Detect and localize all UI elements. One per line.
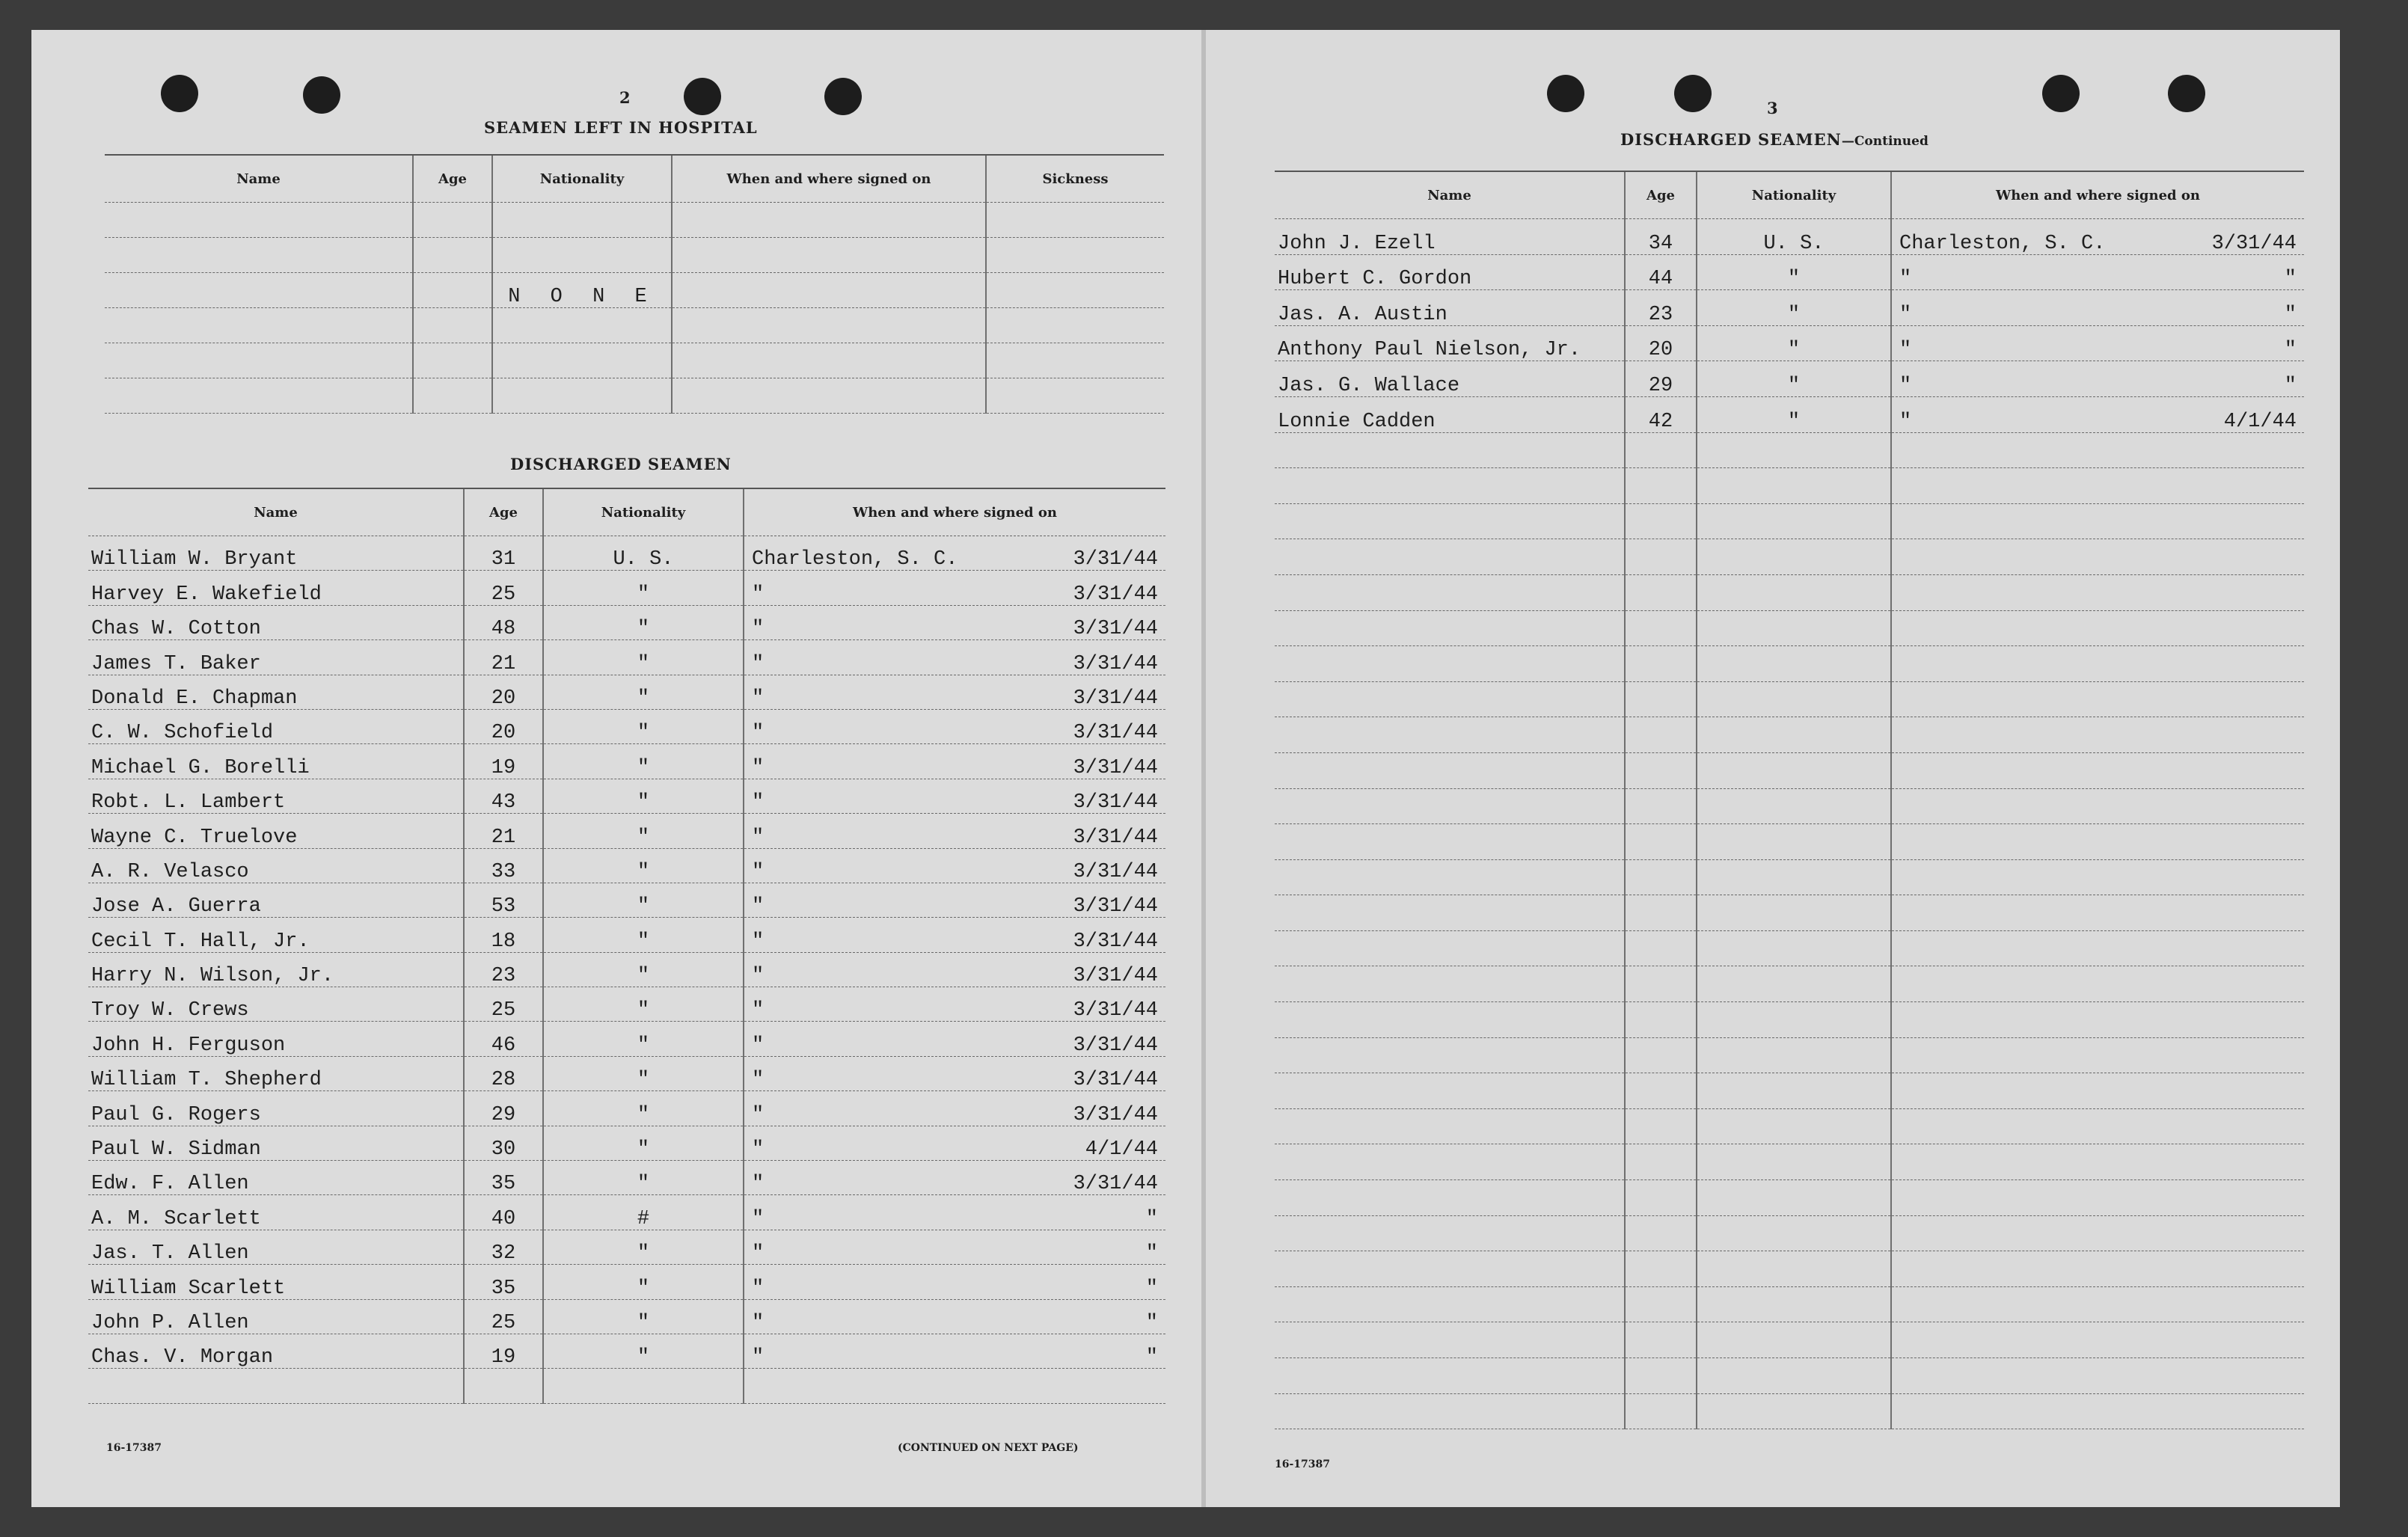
seaman-age: 30: [464, 1126, 543, 1160]
table-row: [88, 1056, 1165, 1090]
seaman-name: A. M. Scarlett: [88, 1195, 464, 1230]
table-row: [88, 605, 1165, 639]
seaman-nationality: ": [1697, 254, 1891, 290]
signed-on-date: 3/31/44: [1073, 791, 1158, 814]
signed-on-cell: [744, 1265, 1165, 1299]
signed-on-place: ": [752, 1173, 765, 1195]
signed-on-cell: [744, 1230, 1165, 1264]
punch-hole: [684, 78, 721, 115]
seaman-name: Jas. A. Austin: [1275, 290, 1625, 326]
discharged-header-row: [88, 488, 1165, 536]
seaman-name: Jas. T. Allen: [88, 1230, 464, 1264]
blank-row: [1275, 503, 2304, 539]
seaman-name: Edw. F. Allen: [88, 1161, 464, 1195]
signed-on-date: ": [1145, 1242, 1158, 1265]
table-row: [1275, 325, 2304, 361]
right-page: [1206, 30, 2340, 1507]
signed-on-date: 3/31/44: [1073, 583, 1158, 606]
seaman-name: Jas. G. Wallace: [1275, 361, 1625, 397]
continued-section-title: [1620, 130, 1928, 149]
blank-row: [1275, 752, 2304, 788]
table-row: [88, 952, 1165, 987]
column-header-age: Age: [464, 488, 543, 536]
signed-on-date: ": [2284, 268, 2297, 290]
blank-row: [88, 1369, 1165, 1403]
seaman-age: 44: [1625, 254, 1697, 290]
table-row: [1275, 219, 2304, 255]
seaman-name: Paul G. Rogers: [88, 1091, 464, 1126]
seaman-name: William W. Bryant: [88, 536, 464, 571]
seaman-name: C. W. Schofield: [88, 709, 464, 743]
signed-on-cell: [744, 918, 1165, 952]
signed-on-cell: [744, 675, 1165, 709]
signed-on-cell: [744, 1022, 1165, 1056]
signed-on-place: ": [752, 965, 765, 987]
signed-on-date: ": [1145, 1207, 1158, 1230]
seaman-nationality: ": [543, 952, 744, 987]
signed-on-date: 3/31/44: [1073, 1103, 1158, 1126]
table-row: [105, 308, 1164, 343]
seaman-nationality: ": [543, 1230, 744, 1264]
seaman-nationality: #: [543, 1195, 744, 1230]
signed-on-place: ": [752, 860, 765, 883]
signed-on-place: ": [1899, 339, 1912, 361]
seaman-nationality: ": [1697, 290, 1891, 326]
signed-on-place: ": [752, 1034, 765, 1057]
blank-row: [1275, 1286, 2304, 1322]
column-header-age: Age: [413, 155, 492, 203]
seaman-nationality: ": [543, 709, 744, 743]
signed-on-place: ": [752, 1207, 765, 1230]
signed-on-date: 3/31/44: [1073, 722, 1158, 744]
page-number: 3: [1767, 99, 1778, 117]
signed-on-date: 3/31/44: [1073, 687, 1158, 710]
continued-header-row: [1275, 171, 2304, 219]
signed-on-date: 3/31/44: [1073, 930, 1158, 953]
seaman-name: Harry N. Wilson, Jr.: [88, 952, 464, 987]
seaman-age: 46: [464, 1022, 543, 1056]
table-row: [88, 675, 1165, 709]
signed-on-cell: [1891, 219, 2304, 255]
signed-on-cell: [744, 1195, 1165, 1230]
discharged-seamen-table: [88, 488, 1165, 1404]
seaman-age: 21: [464, 814, 543, 848]
table-row: [88, 918, 1165, 952]
seaman-name: Paul W. Sidman: [88, 1126, 464, 1160]
punch-hole: [1674, 75, 1712, 112]
seaman-age: 53: [464, 883, 543, 917]
signed-on-place: ": [752, 652, 765, 675]
signed-on-date: 3/31/44: [1073, 756, 1158, 779]
seaman-name: Cecil T. Hall, Jr.: [88, 918, 464, 952]
seaman-age: 23: [1625, 290, 1697, 326]
seaman-nationality: ": [543, 744, 744, 779]
signed-on-cell: [1891, 325, 2304, 361]
seaman-nationality: ": [543, 918, 744, 952]
continued-seamen-rows: [1275, 219, 2304, 1429]
signed-on-cell: [744, 779, 1165, 813]
blank-row: [1275, 1358, 2304, 1394]
seaman-name: Hubert C. Gordon: [1275, 254, 1625, 290]
signed-on-place: ": [752, 895, 765, 918]
signed-on-cell: [744, 1299, 1165, 1334]
seaman-nationality: ": [543, 1056, 744, 1090]
table-row: [88, 1022, 1165, 1056]
signed-on-date: ": [1145, 1346, 1158, 1369]
table-row: [88, 1091, 1165, 1126]
seaman-age: 42: [1625, 396, 1697, 432]
signed-on-place: ": [752, 756, 765, 779]
signed-on-date: 3/31/44: [2211, 232, 2297, 255]
seaman-age: 25: [464, 1299, 543, 1334]
signed-on-cell: [744, 987, 1165, 1022]
blank-row: [1275, 1144, 2304, 1180]
seaman-nationality: ": [543, 1126, 744, 1160]
table-row: [88, 1265, 1165, 1299]
signed-on-cell: [744, 952, 1165, 987]
signed-on-cell: [744, 571, 1165, 605]
column-header-name: Name: [1275, 171, 1625, 219]
signed-on-place: ": [752, 1069, 765, 1091]
signed-on-date: 3/31/44: [1073, 965, 1158, 987]
form-number: 16-17387: [1275, 1458, 1330, 1470]
signed-on-date: ": [1145, 1311, 1158, 1334]
table-row: [1275, 396, 2304, 432]
signed-on-place: ": [752, 618, 765, 640]
blank-row: [1275, 681, 2304, 717]
table-row: [88, 848, 1165, 883]
signed-on-date: 3/31/44: [1073, 652, 1158, 675]
signed-on-cell: [744, 744, 1165, 779]
signed-on-date: 3/31/44: [1073, 1034, 1158, 1057]
seaman-name: Michael G. Borelli: [88, 744, 464, 779]
signed-on-cell: [744, 1091, 1165, 1126]
table-row: [105, 273, 1164, 308]
blank-row: [1275, 895, 2304, 931]
signed-on-cell: [744, 536, 1165, 571]
signed-on-cell: [1891, 254, 2304, 290]
table-row: [105, 378, 1164, 414]
table-row: [88, 709, 1165, 743]
signed-on-place: ": [752, 1242, 765, 1265]
signed-on-date: ": [2284, 339, 2297, 361]
continued-note: (CONTINUED ON NEXT PAGE): [898, 1442, 1079, 1454]
continued-title-main: DISCHARGED SEAMEN: [1620, 130, 1842, 149]
seaman-age: 20: [1625, 325, 1697, 361]
signed-on-place: ": [752, 1346, 765, 1369]
seaman-nationality: ": [1697, 361, 1891, 397]
seaman-age: 35: [464, 1161, 543, 1195]
seaman-nationality: ": [543, 779, 744, 813]
seaman-name: William Scarlett: [88, 1265, 464, 1299]
table-row: [88, 1299, 1165, 1334]
seaman-name: William T. Shepherd: [88, 1056, 464, 1090]
punch-hole: [161, 75, 198, 112]
seaman-age: 35: [464, 1265, 543, 1299]
table-row: [1275, 361, 2304, 397]
signed-on-date: ": [2284, 303, 2297, 326]
seaman-nationality: ": [1697, 396, 1891, 432]
signed-on-cell: [1891, 290, 2304, 326]
table-row: [88, 814, 1165, 848]
seaman-nationality: ": [543, 1334, 744, 1368]
seaman-age: 25: [464, 987, 543, 1022]
hospital-section-title: SEAMEN LEFT IN HOSPITAL: [484, 118, 758, 137]
signed-on-cell: [1891, 396, 2304, 432]
blank-row: [1275, 539, 2304, 575]
hospital-table: [105, 154, 1164, 414]
table-row: [105, 238, 1164, 273]
seaman-name: Jose A. Guerra: [88, 883, 464, 917]
signed-on-cell: [744, 1161, 1165, 1195]
seaman-nationality: ": [543, 848, 744, 883]
blank-row: [1275, 1393, 2304, 1429]
punch-hole: [2042, 75, 2080, 112]
signed-on-cell: [744, 605, 1165, 639]
signed-on-date: 3/31/44: [1073, 1069, 1158, 1091]
table-row: [88, 1195, 1165, 1230]
signed-on-place: ": [752, 1311, 765, 1334]
seaman-age: 21: [464, 640, 543, 675]
blank-row: [1275, 824, 2304, 860]
table-row: [88, 1230, 1165, 1264]
signed-on-date: 3/31/44: [1073, 548, 1158, 571]
seaman-nationality: ": [543, 571, 744, 605]
table-row: [105, 203, 1164, 238]
signed-on-place: ": [1899, 374, 1912, 397]
left-page: [31, 30, 1203, 1507]
signed-on-place: ": [752, 583, 765, 606]
seaman-age: 20: [464, 675, 543, 709]
signed-on-date: 4/1/44: [1085, 1138, 1158, 1161]
table-row: [1275, 290, 2304, 326]
seaman-name: Harvey E. Wakefield: [88, 571, 464, 605]
table-row: [88, 744, 1165, 779]
signed-on-place: ": [1899, 268, 1912, 290]
seaman-name: Wayne C. Truelove: [88, 814, 464, 848]
blank-row: [1275, 574, 2304, 610]
signed-on-place: ": [752, 999, 765, 1022]
signed-on-cell: [1891, 361, 2304, 397]
blank-row: [1275, 468, 2304, 504]
punch-hole: [1547, 75, 1584, 112]
blank-row: [1275, 1108, 2304, 1144]
blank-row: [1275, 930, 2304, 966]
seaman-age: 29: [1625, 361, 1697, 397]
signed-on-date: 3/31/44: [1073, 999, 1158, 1022]
punch-hole: [2168, 75, 2205, 112]
seaman-nationality: ": [543, 605, 744, 639]
discharged-seamen-rows: [88, 536, 1165, 1404]
column-header-name: Name: [105, 155, 413, 203]
seaman-nationality: ": [543, 814, 744, 848]
hospital-header-row: [105, 155, 1164, 203]
seaman-age: 32: [464, 1230, 543, 1264]
column-header-name: Name: [88, 488, 464, 536]
signed-on-place: ": [752, 930, 765, 953]
seaman-nationality: ": [1697, 325, 1891, 361]
seaman-name: Lonnie Cadden: [1275, 396, 1625, 432]
table-row: [88, 987, 1165, 1022]
punch-hole: [303, 76, 340, 114]
seaman-name: Robt. L. Lambert: [88, 779, 464, 813]
signed-on-cell: [744, 814, 1165, 848]
signed-on-place: ": [752, 791, 765, 814]
seaman-name: Chas W. Cotton: [88, 605, 464, 639]
blank-row: [1275, 1251, 2304, 1287]
seaman-age: 40: [464, 1195, 543, 1230]
signed-on-place: Charleston, S. C.: [752, 548, 958, 571]
seaman-age: 18: [464, 918, 543, 952]
blank-row: [1275, 966, 2304, 1002]
signed-on-place: ": [752, 1138, 765, 1161]
seaman-nationality: ": [543, 1022, 744, 1056]
signed-on-place: ": [752, 687, 765, 710]
signed-on-place: ": [1899, 303, 1912, 326]
form-number: 16-17387: [106, 1442, 162, 1454]
seaman-name: Donald E. Chapman: [88, 675, 464, 709]
signed-on-cell: [744, 640, 1165, 675]
signed-on-date: 3/31/44: [1073, 860, 1158, 883]
column-header-age: Age: [1625, 171, 1697, 219]
seaman-name: John P. Allen: [88, 1299, 464, 1334]
hospital-none-entry: N O N E: [492, 273, 672, 308]
signed-on-date: 4/1/44: [2223, 410, 2297, 433]
table-row: [88, 571, 1165, 605]
seaman-nationality: ": [543, 675, 744, 709]
punch-hole: [824, 78, 862, 115]
seaman-age: 20: [464, 709, 543, 743]
blank-row: [1275, 859, 2304, 895]
signed-on-cell: [744, 1334, 1165, 1368]
blank-row: [1275, 1215, 2304, 1251]
signed-on-place: ": [752, 722, 765, 744]
signed-on-date: 3/31/44: [1073, 826, 1158, 849]
signed-on-date: 3/31/44: [1073, 1173, 1158, 1195]
column-header-nationality: Nationality: [543, 488, 744, 536]
table-row: [88, 536, 1165, 571]
table-row: [1275, 254, 2304, 290]
table-row: [88, 1334, 1165, 1368]
seaman-age: 19: [464, 744, 543, 779]
seaman-name: A. R. Velasco: [88, 848, 464, 883]
blank-row: [1275, 432, 2304, 468]
seaman-name: John J. Ezell: [1275, 219, 1625, 255]
seaman-nationality: ": [543, 1161, 744, 1195]
blank-row: [1275, 1180, 2304, 1216]
seaman-nationality: U. S.: [1697, 219, 1891, 255]
column-header-sickness: Sickness: [986, 155, 1164, 203]
seaman-age: 29: [464, 1091, 543, 1126]
seaman-nationality: ": [543, 987, 744, 1022]
signed-on-place: ": [752, 826, 765, 849]
table-row: [105, 343, 1164, 378]
signed-on-place: ": [1899, 410, 1912, 433]
seaman-nationality: ": [543, 1091, 744, 1126]
column-header-nationality: Nationality: [1697, 171, 1891, 219]
column-header-signed-on: When and where signed on: [672, 155, 986, 203]
signed-on-cell: [744, 1126, 1165, 1160]
signed-on-cell: [744, 709, 1165, 743]
seaman-name: Anthony Paul Nielson, Jr.: [1275, 325, 1625, 361]
blank-row: [1275, 1322, 2304, 1358]
blank-row: [1275, 646, 2304, 682]
table-row: [88, 1161, 1165, 1195]
seaman-age: 34: [1625, 219, 1697, 255]
page-number: 2: [619, 88, 631, 107]
discharged-section-title: DISCHARGED SEAMEN: [510, 455, 732, 473]
blank-row: [1275, 1037, 2304, 1073]
column-header-signed-on: When and where signed on: [1891, 171, 2304, 219]
seaman-age: 48: [464, 605, 543, 639]
signed-on-date: ": [2284, 374, 2297, 397]
seaman-age: 28: [464, 1056, 543, 1090]
seaman-age: 25: [464, 571, 543, 605]
discharged-seamen-continued-table: [1275, 171, 2304, 1429]
continued-title-suffix: —Continued: [1841, 134, 1928, 149]
signed-on-date: 3/31/44: [1073, 895, 1158, 918]
table-row: [88, 640, 1165, 675]
signed-on-cell: [744, 1056, 1165, 1090]
seaman-nationality: ": [543, 883, 744, 917]
signed-on-place: Charleston, S. C.: [1899, 232, 2106, 255]
seaman-name: Chas. V. Morgan: [88, 1334, 464, 1368]
column-header-nationality: Nationality: [492, 155, 672, 203]
seaman-nationality: ": [543, 1299, 744, 1334]
seaman-age: 43: [464, 779, 543, 813]
blank-row: [1275, 1073, 2304, 1109]
seaman-age: 23: [464, 952, 543, 987]
signed-on-place: ": [752, 1277, 765, 1300]
signed-on-cell: [744, 848, 1165, 883]
signed-on-place: ": [752, 1103, 765, 1126]
seaman-name: James T. Baker: [88, 640, 464, 675]
table-row: [88, 779, 1165, 813]
table-row: [88, 1126, 1165, 1160]
blank-row: [1275, 610, 2304, 646]
signed-on-date: 3/31/44: [1073, 618, 1158, 640]
signed-on-date: ": [1145, 1277, 1158, 1300]
seaman-age: 33: [464, 848, 543, 883]
seaman-nationality: ": [543, 1265, 744, 1299]
signed-on-cell: [744, 883, 1165, 917]
table-row: [88, 883, 1165, 917]
seaman-nationality: ": [543, 640, 744, 675]
blank-row: [1275, 1002, 2304, 1038]
seaman-name: Troy W. Crews: [88, 987, 464, 1022]
column-header-signed-on: When and where signed on: [744, 488, 1165, 536]
seaman-age: 19: [464, 1334, 543, 1368]
blank-row: [1275, 788, 2304, 824]
blank-row: [1275, 717, 2304, 753]
seaman-name: John H. Ferguson: [88, 1022, 464, 1056]
seaman-age: 31: [464, 536, 543, 571]
seaman-nationality: U. S.: [543, 536, 744, 571]
